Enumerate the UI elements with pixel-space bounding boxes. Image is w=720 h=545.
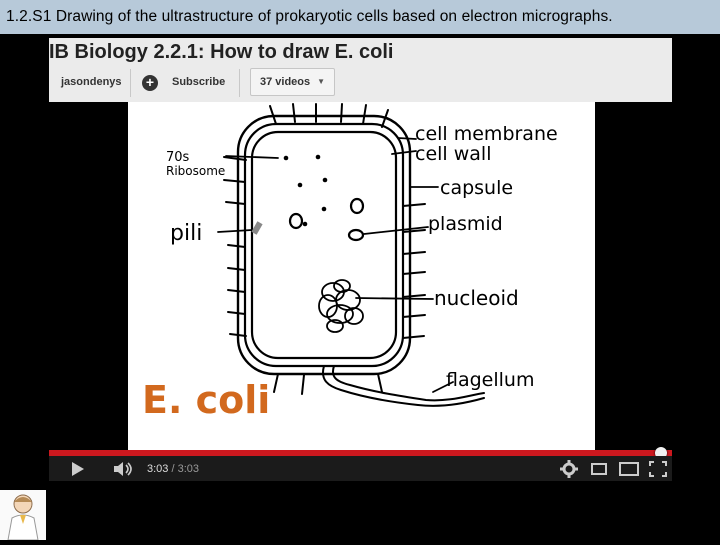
videos-dropdown[interactable] — [250, 68, 335, 96]
small-player-icon[interactable] — [591, 463, 607, 475]
pili-label: pili — [170, 221, 203, 246]
flagellum-label: flagellum — [446, 369, 535, 391]
wall-label: cell wall — [415, 143, 492, 165]
video-frame[interactable] — [128, 102, 595, 450]
slide-title: 1.2.S1 Drawing of the ultrastructure of prokaryotic cells based on electron micrographs. — [6, 8, 613, 25]
time-display — [147, 463, 199, 475]
capsule-outline — [238, 116, 410, 374]
plus-icon[interactable]: + — [142, 75, 158, 91]
gear-icon[interactable] — [560, 460, 578, 478]
volume-icon[interactable] — [113, 461, 135, 477]
ribosome-label-2: Ribosome — [166, 164, 226, 178]
chevron-down-icon: ▼ — [317, 77, 325, 86]
leader-lines — [218, 138, 453, 392]
teacher-cartoon-icon — [0, 490, 46, 540]
video-info-bar — [49, 38, 672, 102]
videos-count-label: 37 videos — [260, 76, 311, 88]
membrane-label: cell membrane — [415, 123, 558, 145]
divider — [130, 69, 131, 97]
cell-membrane-outline — [252, 132, 396, 358]
duration: 3:03 — [177, 463, 200, 475]
divider — [239, 69, 240, 97]
play-icon[interactable] — [71, 462, 85, 476]
video-player[interactable] — [49, 38, 672, 481]
nucleoid-label: nucleoid — [434, 286, 519, 310]
cell-wall-outline — [245, 124, 403, 366]
channel-name[interactable]: jasondenys — [61, 76, 122, 88]
species-label: E. coli — [142, 378, 271, 422]
ribosomes — [284, 155, 328, 227]
time-separator: / — [168, 463, 178, 475]
current-time: 3:03 — [147, 463, 169, 475]
large-player-icon[interactable] — [619, 462, 639, 476]
fullscreen-icon[interactable] — [649, 461, 667, 477]
nucleoid — [319, 280, 363, 332]
plasmid-label: plasmid — [428, 213, 503, 235]
video-title[interactable]: IB Biology 2.2.1: How to draw E. coli — [49, 41, 394, 63]
plasmid — [290, 214, 302, 228]
ribosome-label-1: 70s — [166, 150, 190, 165]
presenter-avatar — [0, 490, 46, 540]
plasmid — [351, 199, 363, 213]
ecoli-drawing — [128, 102, 595, 450]
plasmid — [349, 230, 363, 240]
capsule-label: capsule — [440, 177, 514, 199]
subscribe-button[interactable]: Subscribe — [172, 76, 226, 88]
slide-header — [0, 0, 720, 34]
control-bar — [49, 456, 672, 481]
